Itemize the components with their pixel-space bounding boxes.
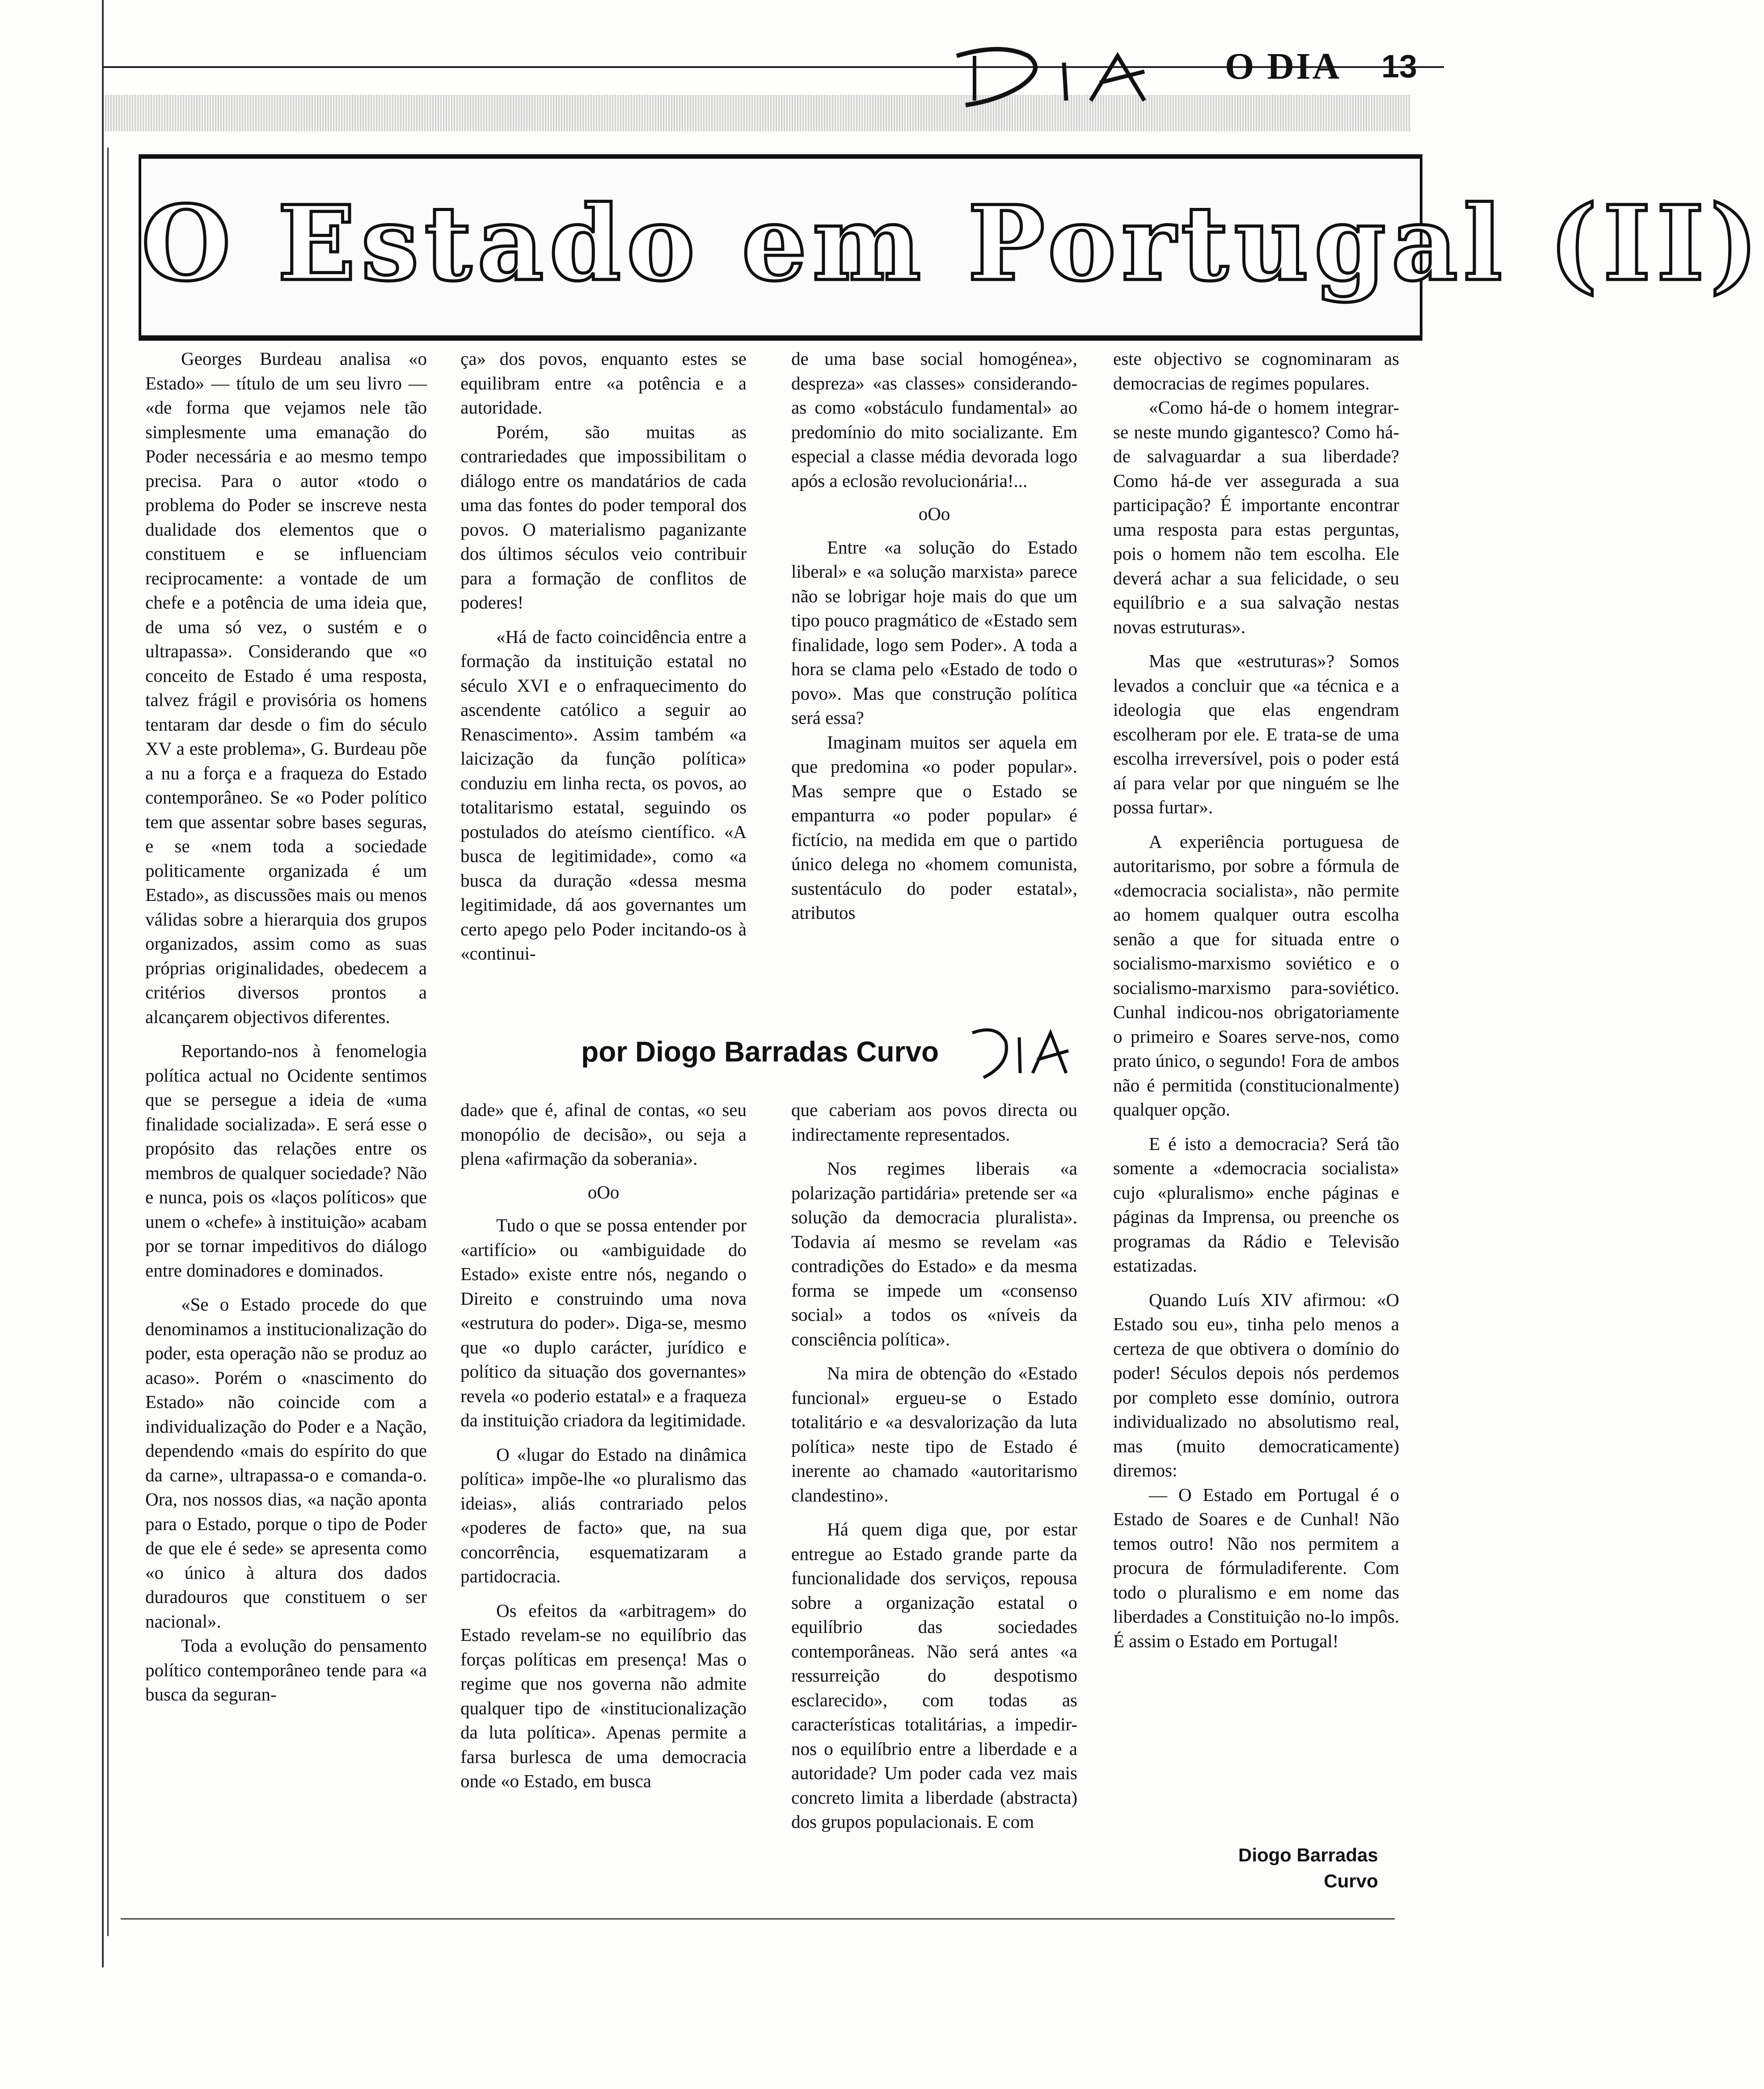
section-separator: oOo bbox=[587, 1181, 620, 1202]
paragraph: Nos regimes liberais «a polarização partidária» pretende ser «a solução da democracia pluralista». Todavia aí mesmo se revelam «as contradições do Estado» e da mesma forma se impede um «consenso social» a todos os «níveis da consciência política». bbox=[791, 1158, 1077, 1349]
paragraph: — O Estado em Portugal é o Estado de Soares e de Cunhal! Não temos outro! Não nos permitem a procura de fórmuladiferente. Com todo o pluralismo e em nome das liberdades a Constituição no-lo impôs. É assim o Estado em Portugal! bbox=[1113, 1484, 1399, 1651]
signature-line-1: Diogo Barradas bbox=[1238, 1844, 1378, 1865]
column-3-bottom bbox=[791, 1098, 1077, 1834]
paragraph: que caberiam aos povos directa ou indirectamente representados. bbox=[791, 1099, 1077, 1145]
paragraph: Porém, são muitas as contrariedades que impossibilitam o diálogo entre os mandatários de cada uma das fontes do poder temporal dos povos. O materialismo paganizante dos últimos séculos veio contribuir para a formação de conflitos de poderes! bbox=[460, 421, 747, 613]
column-4 bbox=[1113, 347, 1399, 1653]
inner-left-rule bbox=[107, 148, 109, 1936]
paragraph: A experiência portuguesa de autoritarismo, por sobre a fórmula de «democracia socialista», não permite ao homem qualquer outra escolha senão a que for situada entre o socialismo-marxismo soviético e o socialismo-marxismo para-soviético. Cunhal indicou-nos obrigatoriamente o primeiro e Soares serve-nos, como prato único, o segundo! Fora de ambos não é permitida (constitucionalmente) qualquer opção. bbox=[1113, 831, 1399, 1120]
paragraph: Tudo o que se possa entender por «artifício» ou «ambiguidade do Estado» existe entre nós, negando o Direito e construindo uma nova «estrutura do poder». Diga-se, mesmo que «o duplo carácter, jurídico e político da situação dos governantes» revela «o poderio estatal» e a fraqueza da instituição criadora da legitimidade. bbox=[460, 1215, 747, 1430]
section-separator: oOo bbox=[918, 503, 950, 524]
paragraph: Georges Burdeau analisa «o Estado» — título de um seu livro — «de forma que vejamos nele tão simplesmente uma emanação do Poder necessária e ao mesmo tempo precisa. Para o autor «todo o problema do Poder se inscreve nesta dualidade dos elementos que o constituem e se influenciam reciprocamente: a vontade de um chefe e a potência de uma ideia que, de uma só vez, o sustém e o ultrapassa». Considerando que «o conceito de Estado é uma resposta, talvez frágil e provisória os homens tentaram dar desde o fim do século XV a este problema», G. Burdeau põe a nu a força e a fraqueza do Estado contemporâneo. Se «o Poder político tem que assentar sobre bases seguras, e se «nem toda a sociedade politicamente organizada é um Estado», as discussões mais ou menos válidas sobre a hierarquia dos grupos organizados, assim como as suas próprias originalidades, obedecem a critérios diversos prontos a alcançarem objectivos diferentes. bbox=[145, 348, 427, 1027]
paragraph: Há quem diga que, por estar entregue ao Estado grande parte da funcionalidade dos serviços, repousa sobre a organização estatal o equilíbrio das sociedades contemporâneas. Não será antes «a ressurreição do despotismo esclarecido», com todas as características totalitárias, a impedir-nos o equilíbrio entre a liberdade e a autoridade? Um poder cada vez mais concreto limita a liberdade (abstracta) dos grupos populacionais. E com bbox=[791, 1519, 1077, 1832]
paragraph: Toda a evolução do pensamento político contemporâneo tende para «a busca da seguran- bbox=[145, 1635, 427, 1704]
paragraph: Entre «a solução do Estado liberal» e «a solução marxista» parece não se lobrigar hoje mais do que um tipo pouco pragmático de «Estado sem finalidade, logo sem Poder». A toda a hora se clama pelo «Estado de todo o povo». Mas que construção política será essa? bbox=[791, 537, 1077, 728]
paragraph: de uma base social homogénea», despreza» «as classes» considerando-as como «obstáculo fundamental» ao predomínio do mito socializante. Em especial a classe média devorada logo após a eclosão revolucionária!... bbox=[791, 348, 1077, 491]
paragraph: O «lugar do Estado na dinâmica política» impõe-lhe «o pluralismo das ideias», aliás contrariado pelos «poderes de facto» que, na sua concorrência, esquematizaram a partidocracia. bbox=[460, 1444, 747, 1586]
paragraph: Na mira de obtenção do «Estado funcional» ergueu-se o Estado totalitário e «a desvalorização da luta política» neste tipo de Estado é inerente ao chamado «autoritarismo clandestino». bbox=[791, 1363, 1077, 1505]
paragraph: Imaginam muitos ser aquela em que predomina «o poder popular». Mas sempre que o Estado se empanturra «o poder popular» é fictício, na medida em que o partido único delega no «homem comunista, sustentáculo do poder estatal», atributos bbox=[791, 732, 1077, 923]
paragraph: Quando Luís XIV afirmou: «O Estado sou eu», tinha pelo menos a certeza de que obtivera o domínio do poder! Séculos depois nós perdemos por completo esse domínio, outrora individualizado no absolutismo real, mas (muito democraticamente) diremos: bbox=[1113, 1289, 1399, 1480]
handwritten-signature-mark bbox=[966, 1019, 1073, 1087]
paragraph: Os efeitos da «arbitragem» do Estado revelam-se no equilíbrio das forças políticas em presença! Mas o regime que nos governa não admite qualquer tipo de «institucionalização da luta política». Apenas permite a farsa burlesca de uma democracia onde «o Estado, em busca bbox=[460, 1600, 747, 1791]
article-title: O Estado em Portugal (II) bbox=[141, 183, 1764, 304]
paragraph: este objectivo se cognominaram as democracias de regimes populares. bbox=[1113, 348, 1399, 393]
paragraph: «Há de facto coincidência entre a formação da instituição estatal no século XVI e o enfraquecimento do ascendente católico a seguir ao Renascimento». Assim também «a laicização da função política» conduziu em linha recta, os povos, ao totalitarismo estatal, seguindo os postulados do ateísmo científico. «A busca de legitimidade», como «a busca da duração «dessa mesma legitimidade, dá aos governantes um certo apego pelo Poder incitando-os à «continui- bbox=[460, 626, 747, 964]
title-box bbox=[139, 154, 1764, 341]
byline: por Diogo Barradas Curvo bbox=[581, 1036, 939, 1068]
column-3-top bbox=[791, 347, 1077, 925]
paragraph: Mas que «estruturas»? Somos levados a concluir que «a técnica e a ideologia que elas engendram escolheram por ele. E trata-se de uma escolha irreversível, pois o poder está aí para velar por que ninguém se lhe possa furtar». bbox=[1113, 651, 1399, 817]
page-number: 13 bbox=[1381, 49, 1418, 85]
column-2-bottom bbox=[460, 1098, 747, 1793]
paragraph: ça» dos povos, enquanto estes se equilibram entre «a potência e a autoridade. bbox=[460, 348, 747, 418]
masthead: O DIA bbox=[1225, 46, 1342, 87]
paragraph: «Se o Estado procede do que denominamos a institucionalização do poder, esta operação não se produz ao acaso». Porém o «nascimento do Estado» não coincide com a individualização do Poder e a Nação, dependendo «mais do espírito do que da carne», ultrapassa-o e comanda-o. Ora, nos nossos dias, «a nação aponta para o Estado, porque o tipo de Poder de que ele é sede» se apresenta como «o único à altura dos dados duradouros que constituem o ser nacional». bbox=[145, 1294, 427, 1632]
paragraph: dade» que é, afinal de contas, «o seu monopólio de decisão», ou seja a plena «afirmação da soberania». bbox=[460, 1099, 747, 1169]
paragraph: Reportando-nos à fenomelogia política actual no Ocidente sentimos que se persegue a ideia de «uma finalidade socializada». E será esse o propósito das relações entre os membros de qualquer sociedade? Não e nunca, pois os «laços políticos» que unem o «chefe» à instituição» acabam por se tornar impeditivos do diálogo entre dominadores e dominados. bbox=[145, 1040, 427, 1281]
left-margin-rule bbox=[102, 0, 104, 1967]
paragraph: «Como há-de o homem integrar-se neste mundo gigantesco? Como há-de salvaguardar a sua liberdade? Como há-de ver assegurada a sua participação? É importante encontrar uma resposta para estas perguntas, pois o homem não tem escolha. Ele deverá achar a sua felicidade, o seu equilíbrio e a sua salvação nestas novas estruturas». bbox=[1113, 397, 1399, 637]
header-halftone-bar bbox=[105, 95, 1410, 131]
paragraph: E é isto a democracia? Será tão somente a «democracia socialista» cujo «pluralismo» enche páginas e páginas da Imprensa, ou preenche os programas da Rádio e Televisão estatizadas. bbox=[1113, 1133, 1399, 1276]
column-2-top bbox=[460, 347, 747, 966]
signature-line-2: Curvo bbox=[1324, 1870, 1378, 1891]
footer-rule bbox=[121, 1918, 1395, 1920]
handwritten-dia-mark bbox=[948, 38, 1180, 110]
column-1 bbox=[145, 347, 427, 1707]
author-signature bbox=[1238, 1842, 1378, 1894]
